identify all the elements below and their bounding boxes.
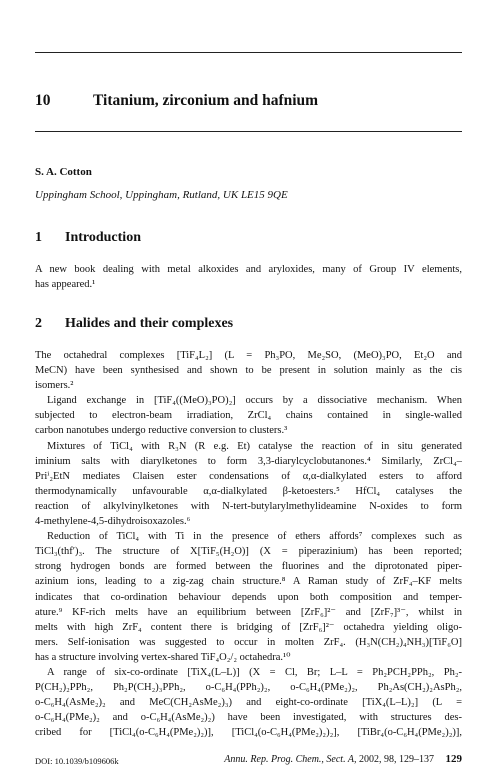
title-rule (35, 131, 462, 132)
affiliation: Uppingham School, Uppingham, Rutland, UK LE15 9QE (35, 189, 288, 201)
text-line: A range of six-co-ordinate [TiX₄(L–L)] (X = Cl, Br; L–L = Ph₂PCH₂PPh₂, Ph₂- (47, 666, 462, 678)
section-title: Halides and their complexes (65, 316, 234, 331)
text-line: Reduction of TiCl₄ with Ti in the presence of ethers affords⁷ complexes such as (47, 531, 462, 543)
section-title: Introduction (65, 230, 141, 245)
text-line: strong hydrogen bonds are formed between the fluorines and the diprotonated piper- (35, 561, 462, 573)
chapter-number: 10 (35, 92, 51, 109)
text-line: o-C₆H₄(AsMe₂)₂ and MeC(CH₂AsMe₂)₃) and eight-co-ordinate [TiX₄(L–L)₂] (L = (35, 697, 462, 709)
text-line: TiCl₃(thf′)₃. The structure of X[TiF₅(H₂O)] (X = piperazinium) has been reported; (35, 546, 462, 558)
text-line: The octahedral complexes [TiF₄L₂] (L = Ph₃PO, Me₂SO, (MeO)₃PO, Et₂O and (35, 350, 462, 361)
text-line: Ligand exchange in [TiF₄((MeO)₃PO)₂] occurs by a dissociative mechanism. When (47, 395, 462, 407)
body-paragraph (35, 348, 462, 740)
text-line: subjected to electron-beam irradiation, ZrCl₄ chains contained in single-walled (35, 410, 462, 422)
text-line: indicates that co-ordination behaviour depends upon both composition and temper- (35, 591, 462, 603)
chapter-heading (35, 92, 462, 110)
top-rule (35, 52, 462, 53)
journal-citation (224, 754, 434, 765)
text-line: MeCN) have been synthesised and shown to be present in solution mainly as the cis (35, 365, 462, 377)
section-heading-introduction (35, 230, 141, 246)
text-line: P(CH₂)₂PPh₂, Ph₂P(CH₂)₃PPh₂, o-C₆H₄(PPh₂)₂, o-C₆H₄(PMe₂)₂, Ph₂As(CH₂)₂AsPh₂, (35, 682, 462, 694)
text-line: cribed for [TiCl₄(o-C₆H₄(PMe₂)₂)], [TiCl₄(o-C₆H₄(PMe₂)₂)₂], [TiBr₄(o-C₆H₄(PMe₂)₂)], (35, 727, 462, 739)
text-line: 4-methylene-4,5-dihydroisoxazoles.⁶ (35, 516, 191, 528)
text-line: iminium salts with diarylketones to form 3,3-diarylcyclobutanones.⁴ Similarly, ZrCl₄– (35, 455, 462, 467)
doi: DOI: 10.1039/b109606k (35, 756, 119, 766)
section-number: 1 (35, 230, 42, 245)
page-number: 129 (445, 753, 462, 765)
text-line: has appeared.¹ (35, 279, 96, 291)
text-line: azinium ions, leading to a zig-zag chain structure.⁸ A Raman study of ZrF₄–KF melts (35, 576, 462, 588)
author: S. A. Cotton (35, 166, 92, 178)
text-line: mers. Self-ionisation was suggested to occur in molten ZrF₄. (H₃N(CH₂)₄NH₃)[TiF₆O] (35, 636, 462, 648)
intro-paragraph (35, 262, 462, 292)
journal-title: Annu. Rep. Prog. Chem., Sect. A, (224, 754, 357, 765)
text-line: has a structure involving vertex-shared TiF₄O₂/₂ octahedra.¹⁰ (35, 651, 291, 663)
text-line: melts with high ZrF₄ content there is bridging of [ZrF₆]²⁻ octahedra yielding oligo- (35, 621, 462, 633)
text-line: reaction of alkylvinylketones with N-tert-butylarylmethylideamine N-oxides to form (35, 500, 462, 512)
text-line: isomers.² (35, 380, 74, 392)
section-heading-halides (35, 316, 233, 332)
text-line: carbon nanotubes undergo reductive conversion to clusters.³ (35, 425, 288, 437)
chapter-title: Titanium, zirconium and hafnium (93, 92, 319, 109)
section-number: 2 (35, 316, 42, 331)
text-line: A new book dealing with metal alkoxides and aryloxides, many of Group IV elements, (35, 264, 462, 275)
text-line: ature.⁹ KF-rich melts have an equilibrium between [ZrF₆]²⁻ and [ZrF₇]³⁻, whilst in (35, 606, 462, 618)
text-line: o-C₆H₄(PMe₂)₂ and o-C₆H₄(AsMe₂)₂) have been investigated, with structures des- (35, 712, 462, 724)
text-line: Mixtures of TiCl₄ with R₃N (R e.g. Et) catalyse the reaction of in situ generated (47, 440, 462, 452)
text-line: Priⁱ₂EtN mediates Claisen ester condensations of α,α-dialkylated esters to afford (35, 470, 462, 482)
text-line: thermodynamically unfavourable α,α-dialkylated β-ketoesters.⁵ HfCl₄ catalyses the (35, 485, 462, 497)
journal-volume-pages: 2002, 98, 129–137 (359, 754, 434, 765)
